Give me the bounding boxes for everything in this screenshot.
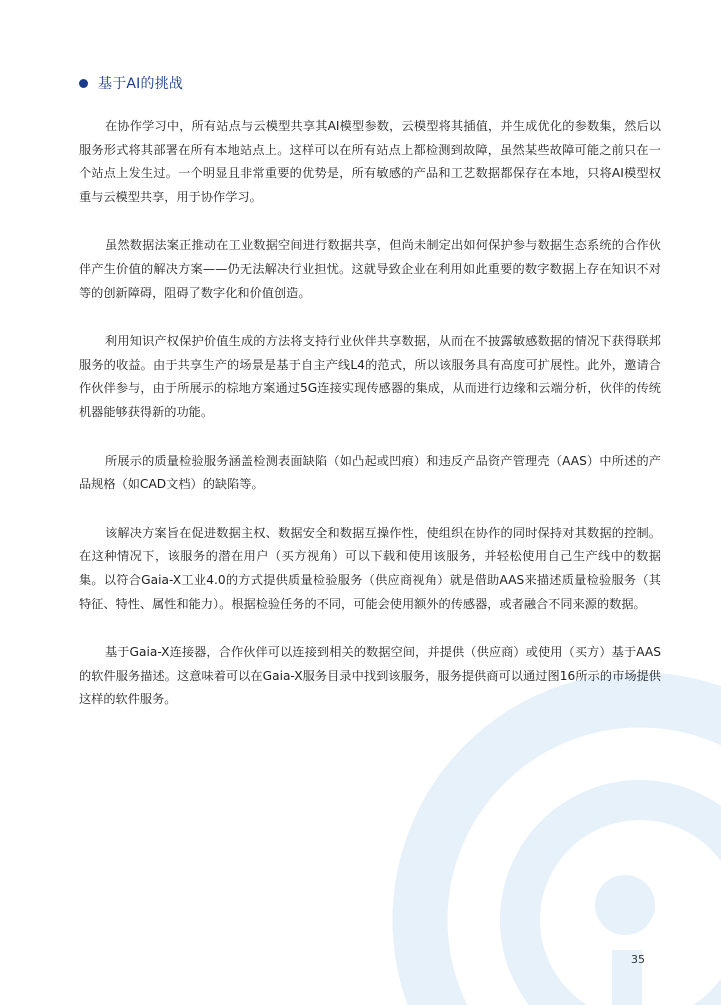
body-text xyxy=(79,115,661,737)
paragraph-3: 利用知识产权保护价值生成的方法将支持行业伙伴共享数据，从而在不披露敏感数据的情况下获得联邦服务的收益。由于共享生产的场景是基于自主产线L4的范式，所以该服务具有高度可扩展性。此外，邀请合作伙伴参与，由于所展示的棕地方案通过5G连接实现传感器的集成，从而进行边缘和云端分析，伙伴的传统机器能够获得新的功能。 xyxy=(79,334,661,419)
section-heading xyxy=(79,73,183,93)
watermark-outer-ring xyxy=(420,700,721,1005)
paragraph-1: 在协作学习中，所有站点与云模型共享其AI模型参数，云模型将其插值，并生成优化的参数集，然后以服务形式将其部署在所有本地站点上。这样可以在所有站点上都检测到故障，虽然某些故障可能之前只在一个站点上发生过。一个明显且非常重要的优势是，所有敏感的产品和工艺数据都保存在本地，只将AI模型权重与云模型共享，用于协作学习。 xyxy=(79,119,661,204)
section-heading-text: 基于AI的挑战 xyxy=(98,76,184,92)
bullet-icon xyxy=(79,79,88,88)
page-number: 35 xyxy=(631,953,645,966)
paragraph-2: 虽然数据法案正推动在工业数据空间进行数据共享，但尚未制定出如何保护参与数据生态系统的合作伙伴产生价值的解决方案——仍无法解决行业担忧。这就导致企业在利用如此重要的数字数据上存在知识不对等的创新障碍，阻碍了数字化和价值创造。 xyxy=(79,238,661,300)
paragraph-4: 所展示的质量检验服务涵盖检测表面缺陷（如凸起或凹痕）和违反产品资产管理壳（AAS）中所述的产品规格（如CAD文档）的缺陷等。 xyxy=(79,453,661,492)
paragraph-6: 基于Gaia-X连接器，合作伙伴可以连接到相关的数据空间，并提供（供应商）或使用（买方）基于AAS的软件服务描述。这意味着可以在Gaia-X服务目录中找到该服务，服务提供商可以通过图16所示的市场提供这样的软件服务。 xyxy=(79,645,661,707)
paragraph-5: 该解决方案旨在促进数据主权、数据安全和数据互操作性，使组织在协作的同时保持对其数据的控制。在这种情况下，该服务的潜在用户（买方视角）可以下载和使用该服务，并轻松使用自己生产线中的数据集。以符合Gaia-X工业4.0的方式提供质量检验服务（供应商视角）就是借助AAS来描述质量检验服务（其特征、特性、属性和能力）。根据检验任务的不同，可能会使用额外的传感器，或者融合不同来源的数据。 xyxy=(79,525,661,611)
watermark-dot xyxy=(595,875,655,935)
